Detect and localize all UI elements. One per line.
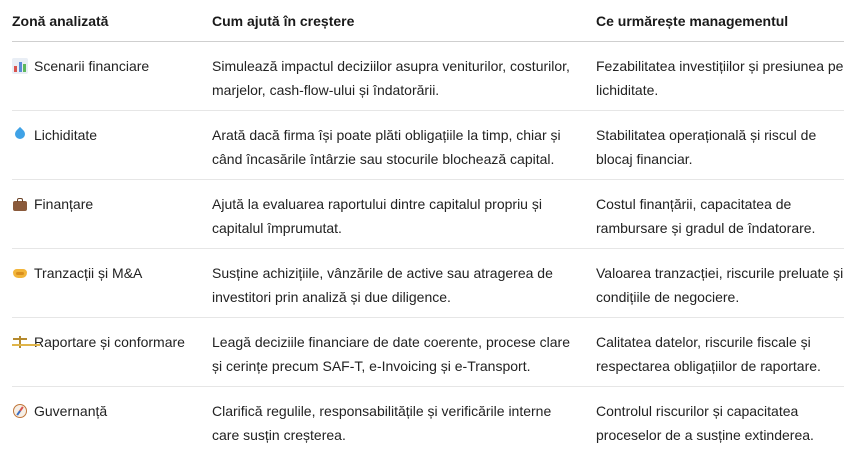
growth-cell: Simulează impactul deciziilor asupra veniturilor, costurilor, marjelor, cash-flow-ului și îndatorării.	[212, 42, 596, 111]
table-row	[12, 249, 844, 318]
droplet-icon	[12, 127, 28, 143]
area-label: Scenarii financiare	[34, 58, 150, 74]
table-row	[12, 111, 844, 180]
handshake-icon	[12, 265, 28, 281]
area-label: Guvernanță	[34, 403, 108, 419]
management-cell: Costul finanțării, capacitatea de rambursare și gradul de îndatorare.	[596, 180, 844, 249]
management-cell: Calitatea datelor, riscurile fiscale și respectarea obligațiilor de raportare.	[596, 318, 844, 387]
table-row	[12, 318, 844, 387]
growth-analysis-table	[12, 0, 844, 455]
management-cell: Valoarea tranzacției, riscurile preluate și condițiile de negociere.	[596, 249, 844, 318]
area-label: Lichiditate	[34, 127, 98, 143]
growth-analysis-table-container	[12, 0, 844, 455]
table-body	[12, 42, 844, 456]
table-row	[12, 180, 844, 249]
header-growth: Cum ajută în creștere	[212, 0, 596, 42]
growth-cell: Ajută la evaluarea raportului dintre capitalul propriu și capitalul împrumutat.	[212, 180, 596, 249]
briefcase-icon	[12, 196, 28, 212]
header-area: Zonă analizată	[12, 0, 212, 42]
area-cell	[12, 318, 212, 387]
area-cell	[12, 111, 212, 180]
growth-cell: Leagă deciziile financiare de date coerente, procese clare și cerințe precum SAF-T, e-Invoicing și e-Transport.	[212, 318, 596, 387]
scales-icon	[12, 334, 28, 350]
area-label: Finanțare	[34, 196, 94, 212]
area-cell	[12, 180, 212, 249]
table-row	[12, 42, 844, 111]
growth-cell: Clarifică regulile, responsabilitățile și verificările interne care susțin creșterea.	[212, 403, 552, 443]
bar-chart-icon	[12, 58, 28, 74]
area-cell	[12, 42, 212, 111]
area-cell	[12, 387, 212, 456]
area-cell	[12, 249, 212, 318]
management-cell: Controlul riscurilor și capacitatea proceselor de a susține extinderea.	[596, 403, 814, 443]
growth-cell: Arată dacă firma își poate plăti obligațiile la timp, chiar și când încasările întârzie sau stocurile blochează capital.	[212, 111, 596, 180]
area-label: Raportare și conformare	[34, 334, 185, 350]
area-label: Tranzacții și M&A	[34, 265, 143, 281]
table-row	[12, 387, 844, 456]
management-cell: Stabilitatea operațională și riscul de blocaj financiar.	[596, 111, 844, 180]
compass-icon	[12, 403, 28, 419]
growth-cell: Susține achizițiile, vânzările de active sau atragerea de investitori prin analiză și due diligence.	[212, 249, 596, 318]
management-cell: Fezabilitatea investițiilor și presiunea pe lichiditate.	[596, 42, 844, 111]
header-row	[12, 0, 844, 42]
table-header	[12, 0, 844, 42]
header-management: Ce urmărește managementul	[596, 0, 844, 42]
